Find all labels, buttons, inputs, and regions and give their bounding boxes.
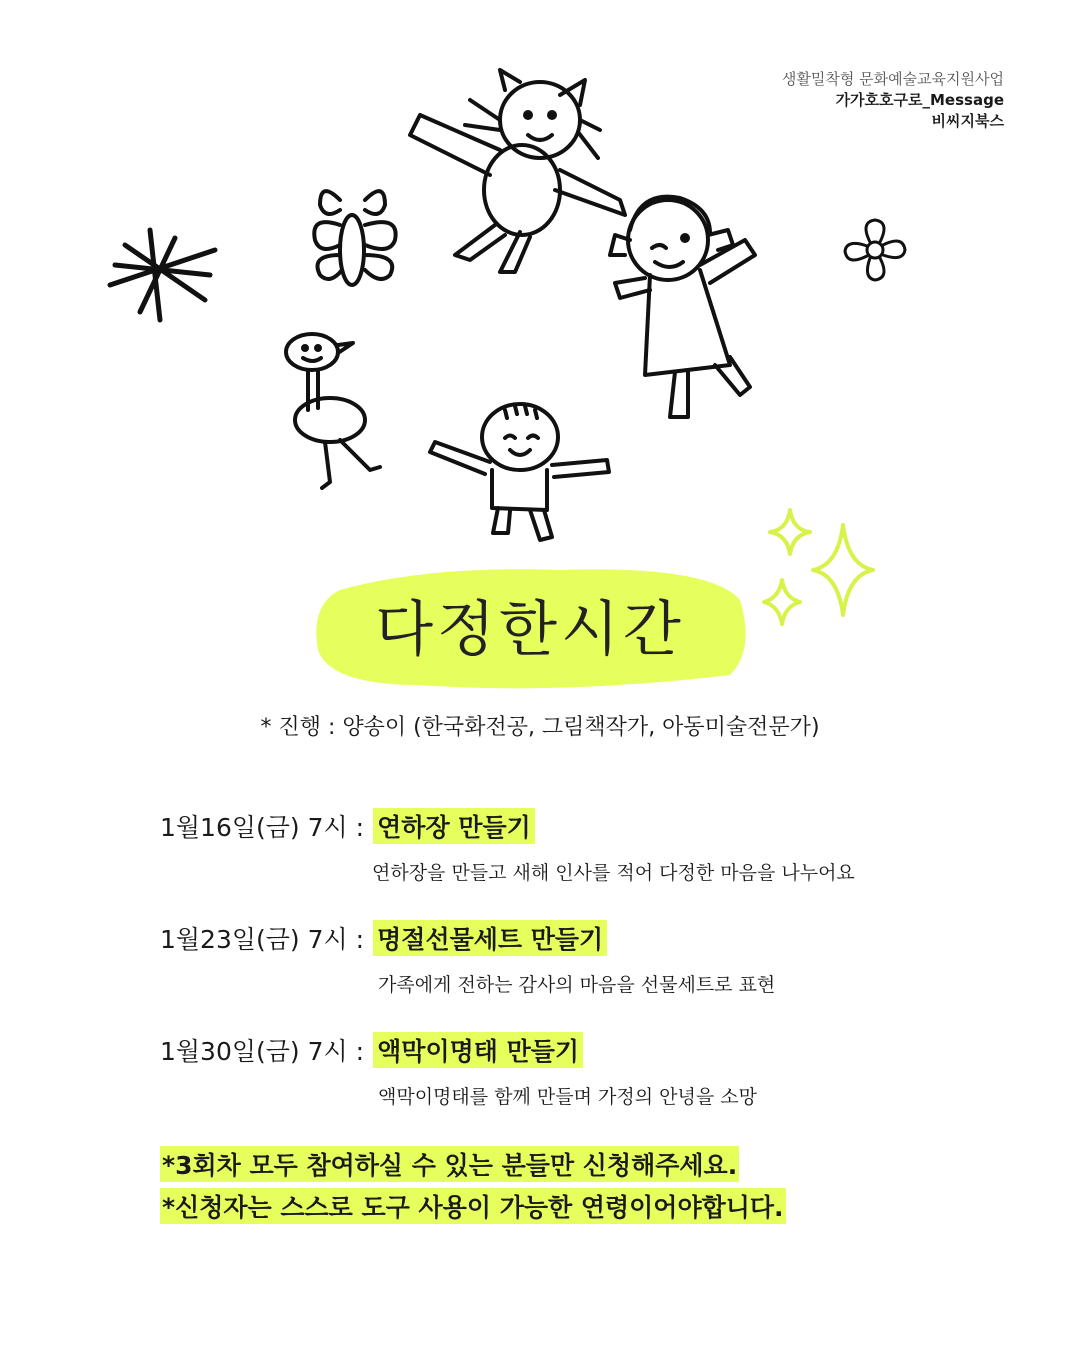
session-name: 액막이명태 만들기 — [373, 1032, 583, 1068]
page-title: 다정한시간 — [375, 595, 685, 665]
session-time: 1월30일(금) 7시 : — [160, 1037, 365, 1066]
cat-doodle-icon — [410, 70, 625, 272]
session-2 — [160, 920, 775, 997]
bird-doodle-icon — [286, 334, 380, 488]
girl-doodle-icon — [610, 197, 755, 417]
asterisk-doodle-icon — [110, 230, 215, 320]
session-1 — [160, 808, 855, 885]
butterfly-doodle-icon — [314, 191, 395, 285]
session-time: 1월23일(금) 7시 : — [160, 925, 365, 954]
note-attendance: *3회차 모두 참여하실 수 있는 분들만 신청해주세요. — [160, 1146, 739, 1182]
sparkle-icons — [764, 510, 873, 624]
session-name: 연하장 만들기 — [373, 808, 535, 844]
host-info: * 진행 : 양송이 (한국화전공, 그림책작가, 아동미술전문가) — [260, 715, 820, 740]
notes-block — [160, 1146, 786, 1230]
note-age-requirement: *신청자는 스스로 도구 사용이 가능한 연령이어야합니다. — [160, 1188, 786, 1224]
session-description: 가족에게 전하는 감사의 마음을 선물세트로 표현 — [378, 974, 776, 996]
session-3 — [160, 1032, 757, 1109]
project-name: 가가호호구로_Message — [835, 91, 1004, 109]
session-description: 연하장을 만들고 새해 인사를 적어 다정한 마음을 나누어요 — [372, 862, 855, 884]
flower-doodle-icon — [845, 220, 905, 280]
organizer-name: 비씨지북스 — [931, 112, 1004, 130]
session-name: 명절선물세트 만들기 — [373, 920, 607, 956]
boy-doodle-icon — [430, 404, 609, 540]
program-name: 생활밀착형 문화예술교육지원사업 — [781, 70, 1004, 88]
session-time: 1월16일(금) 7시 : — [160, 813, 365, 842]
session-description: 액막이명태를 함께 만들며 가정의 안녕을 소망 — [378, 1086, 757, 1108]
